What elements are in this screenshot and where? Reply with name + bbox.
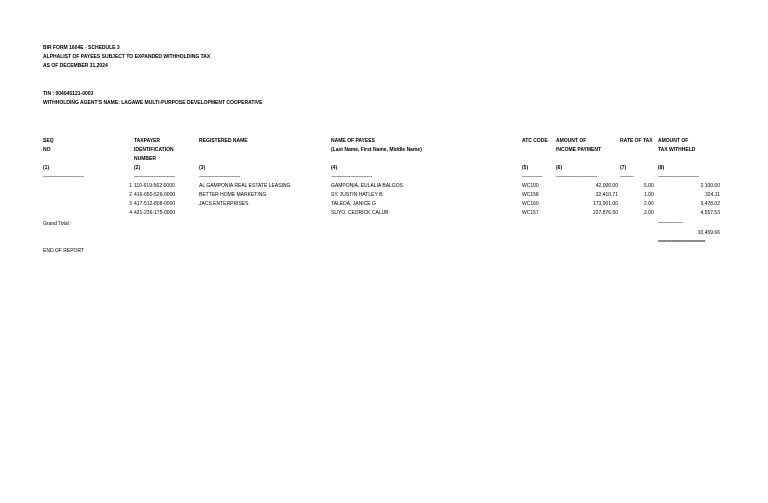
row-seq: 2 [129,192,132,198]
row-tax-rate: 5.00 [644,183,654,189]
grand-total-value: 10,459.66 [697,230,720,236]
row-payee-name: GAMPONIA, EULALIA BALGOS [331,183,403,189]
row-tin: 416-650-526-0000 [134,192,176,198]
separator-rate: ---------- [620,174,634,180]
col-number-7: (7) [620,165,627,171]
col-header-withheld-1: AMOUNT OF [658,138,689,144]
separator-seq: ------------------------------ [43,174,84,180]
separator-amount: ------------------------------ [556,174,597,180]
col-header-tin-2: IDENTIFICATION [134,147,174,153]
tin-label: TIN : 004045121-0003 [43,91,94,97]
row-atc-code: WC160 [522,201,539,207]
col-header-tin-3: NUMBER [134,156,156,162]
row-registered-name: AL GAMPONIA REAL ESTATE LEASING [199,183,291,189]
row-income-amount: 32,410.71 [595,192,618,198]
separator-withheld: ------------------------------ [658,174,699,180]
col-header-tin-1: TAXPAYER [134,138,161,144]
row-tin: 110-619-562-0000 [134,183,175,189]
row-seq: 4 [129,210,132,216]
col-number-3: (3) [199,165,206,171]
row-income-amount: 227,876.50 [592,210,618,216]
col-number-8: (8) [658,165,665,171]
row-tax-rate: 2.00 [644,201,654,207]
row-atc-code: WC157 [522,210,539,216]
col-number-2: (2) [134,165,141,171]
total-separator-equals: ================== [658,239,706,245]
row-atc-code: WC158 [522,192,539,198]
col-number-1: (1) [43,165,50,171]
report-subtitle: ALPHALIST OF PAYEES SUBJECT TO EXPANDED WITHHOLDING TAX [43,54,211,60]
col-header-rate: RATE OF TAX [620,138,653,144]
col-header-registered-name: REGISTERED NAME [199,138,248,144]
row-payee-name: TALEDA, JANICE G [331,201,376,207]
row-tax-withheld: 3,478.02 [700,201,720,207]
row-tax-withheld: 4,557.53 [700,210,720,216]
row-tin: 417-512-808-0000 [134,201,176,207]
col-number-5: (5) [522,165,529,171]
col-number-6: (6) [556,165,563,171]
col-header-seq-1: SEQ [43,138,54,144]
row-payee-name: SY, JUSTIN HATLEY B. [331,192,384,198]
form-title: BIR FORM 1604E - SCHEDULE 3 [43,45,120,51]
row-seq: 3 [129,201,132,207]
row-seq: 1 [129,183,132,189]
row-atc-code: WC100 [522,183,539,189]
end-of-report: END OF REPORT [43,248,85,254]
row-tax-withheld: 324.11 [705,192,720,198]
row-registered-name: BETTER HOME MARKETING [199,192,267,198]
row-tax-rate: 1.00 [644,192,654,198]
total-separator-dash: ------------------ [658,220,683,226]
separator-tin: ------------------------------ [134,174,175,180]
row-tin: 421-236-175-0000 [134,210,176,216]
separator-registered-name: ------------------------------ [199,174,240,180]
col-header-seq-2: NO [43,147,51,153]
grand-total-label: Grand Total : [43,221,72,227]
as-of-date: AS OF DECEMBER 31,2024 [43,63,108,69]
col-number-4: (4) [331,165,338,171]
row-registered-name: JACS ENTERPRISES [199,201,249,207]
row-tax-rate: 2.00 [644,210,654,216]
col-header-amount-2: INCOME PAYMENT [556,147,602,153]
agent-name: WITHHOLDING AGENT'S NAME: LAGAWE MULTI-PURPOSE DEVELOPMENT COOPERATIVE [43,100,263,106]
col-header-withheld-2: TAX WITHHELD [658,147,696,153]
row-income-amount: 42,000.00 [595,183,618,189]
separator-atc: --------------- [522,174,543,180]
col-header-atc: ATC CODE [522,138,548,144]
row-tax-withheld: 2,100.00 [700,183,720,189]
col-header-amount-1: AMOUNT OF [556,138,587,144]
row-income-amount: 173,901.00 [592,201,618,207]
row-payee-name: SUYO, CEDRICK CALUB [331,210,389,216]
col-header-payee-1: NAME OF PAYEES [331,138,375,144]
col-header-payee-2: (Last Name, First Name, Middle Name) [331,147,422,153]
separator-payee: ------------------------------ [331,174,372,180]
